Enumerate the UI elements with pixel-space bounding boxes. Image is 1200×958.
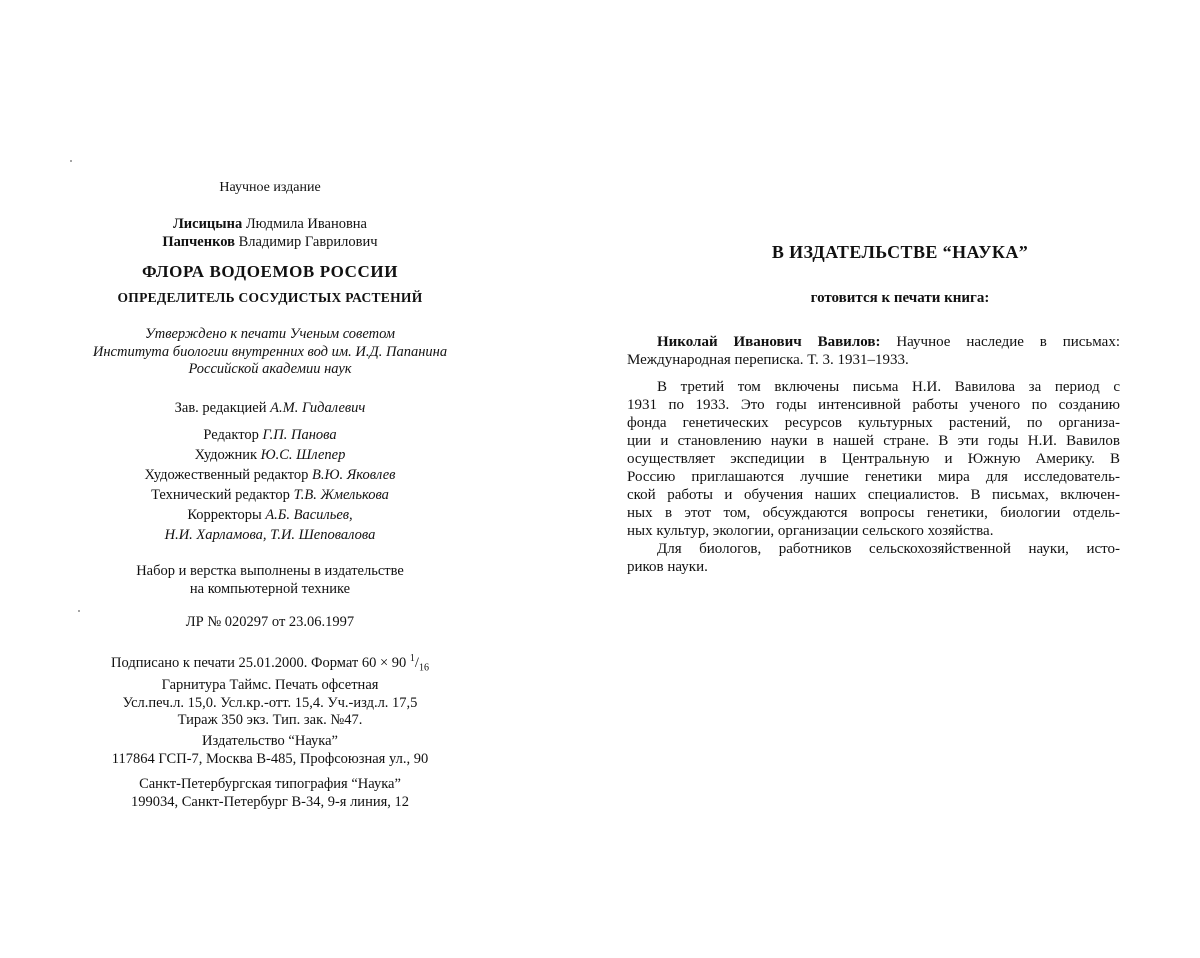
audience-line: риков науки. bbox=[627, 559, 708, 575]
role-label: Редактор bbox=[203, 427, 263, 443]
publisher-line: Издательство “Наука” bbox=[202, 733, 338, 749]
book-title-text: ФЛОРА ВОДОЕМОВ РОССИИ bbox=[141, 262, 399, 281]
description-line: ных в этот том, обсуждаются вопросы генетики, биологии отдель- bbox=[627, 505, 1120, 521]
announcement-heading-text: В ИЗДАТЕЛЬСТВЕ “НАУКА” bbox=[771, 242, 1029, 262]
edition-type-text: Научное издание bbox=[219, 180, 321, 195]
author-surname: Папченков bbox=[162, 234, 235, 250]
role-label: Корректоры bbox=[187, 507, 266, 523]
author-line bbox=[0, 233, 540, 251]
announcement-heading bbox=[600, 242, 1200, 263]
printer-line: 199034, Санкт-Петербург В-34, 9-я линия, 12 bbox=[130, 794, 410, 810]
person-name: Т.В. Жмелькова bbox=[293, 487, 389, 503]
description-line: осуществляет экспедиции в Центральную и Южную Америку. В bbox=[627, 451, 1120, 467]
staff-line bbox=[0, 525, 540, 545]
scan-speck bbox=[70, 160, 72, 162]
person-name: Г.П. Панова bbox=[262, 427, 337, 443]
announcement-body bbox=[627, 333, 1120, 576]
fraction-numerator: 1 bbox=[409, 653, 415, 664]
person-name: А.Б. Васильев, bbox=[265, 507, 353, 523]
print-details bbox=[0, 650, 540, 730]
print-line: Тираж 350 экз. Тип. зак. №47. bbox=[177, 712, 363, 729]
print-signed-text: Подписано к печати 25.01.2000. Формат 60 × 90 bbox=[111, 654, 410, 671]
author-names: Владимир Гаврилович bbox=[234, 234, 378, 250]
announcement-page bbox=[600, 0, 1200, 958]
book-title-part: Научное наследие в письмах: bbox=[880, 334, 1120, 350]
person-name: Ю.С. Шлепер bbox=[260, 447, 346, 463]
staff-line bbox=[0, 425, 540, 445]
author-surname: Лисицына bbox=[172, 216, 243, 232]
author-line bbox=[0, 215, 540, 233]
typesetting-line: на компьютерной технике bbox=[189, 581, 351, 597]
author-names: Людмила Ивановна bbox=[242, 216, 367, 232]
print-line: Гарнитура Таймс. Печать офсетная bbox=[161, 677, 379, 694]
chief-editor bbox=[0, 400, 540, 417]
edition-type bbox=[0, 180, 540, 196]
book-title-part: Международная переписка. Т. 3. 1931–1933. bbox=[627, 352, 909, 368]
role-label: Технический редактор bbox=[151, 487, 294, 503]
staff-line bbox=[0, 445, 540, 465]
staff-line bbox=[0, 485, 540, 505]
authors-block bbox=[0, 215, 540, 251]
book-subtitle bbox=[0, 290, 540, 306]
print-line: Усл.печ.л. 15,0. Усл.кр.-отт. 15,4. Уч.-изд.л. 17,5 bbox=[122, 694, 418, 711]
printer-info bbox=[0, 775, 540, 811]
approval-line: Утверждено к печати Ученым советом bbox=[144, 326, 396, 342]
staff-line bbox=[0, 505, 540, 525]
printer-line: Санкт-Петербургская типография “Наука” bbox=[139, 776, 401, 792]
approval-line: Института биологии внутренних вод им. И.Д. Папанина bbox=[92, 343, 448, 360]
chief-editor-line bbox=[0, 400, 540, 417]
license-number bbox=[0, 614, 540, 631]
scan-speck bbox=[78, 610, 80, 612]
person-name: Н.И. Харламова, Т.И. Шеповалова bbox=[164, 527, 376, 543]
description-line: фонда генетических ресурсов культурных растений, по организа- bbox=[627, 415, 1120, 431]
description-line: ных культур, экологии, организации сельского хозяйства. bbox=[627, 523, 994, 539]
publisher-line: 117864 ГСП-7, Москва В-485, Профсоюзная ул., 90 bbox=[111, 751, 429, 767]
approval-line: Российской академии наук bbox=[188, 361, 352, 377]
person-name: А.М. Гидалевич bbox=[270, 400, 366, 416]
audience-line: Для биологов, работников сельскохозяйственной науки, исто- bbox=[657, 541, 1120, 557]
description-line: ской работы и обучения наших специалистов. В письмах, включен- bbox=[627, 487, 1120, 503]
approval-note bbox=[0, 326, 540, 379]
book-author: Николай Иванович Вавилов: bbox=[657, 334, 881, 350]
license-text: ЛР № 020297 от 23.06.1997 bbox=[185, 614, 355, 630]
print-line: Подписано к печати 25.01.2000. Формат 60 × 90 $^1/_{16}$ bbox=[111, 653, 429, 674]
role-label: Художник bbox=[194, 447, 261, 463]
book-entry-line bbox=[627, 333, 1120, 351]
role-label: Зав. редакцией bbox=[174, 400, 271, 416]
description-line: ции и становлению науки в нашей стране. В эти годы Н.И. Вавилов bbox=[627, 433, 1120, 449]
staff-line bbox=[0, 465, 540, 485]
editorial-staff bbox=[0, 425, 540, 545]
colophon-page bbox=[0, 0, 540, 958]
book-title bbox=[0, 262, 540, 282]
description-line: Россию приглашаются лучшие генетики мира для исследователь- bbox=[627, 469, 1120, 485]
publisher-info bbox=[0, 732, 540, 768]
person-name: В.Ю. Яковлев bbox=[312, 467, 396, 483]
description-line: 1931 по 1933. Это годы интенсивной работы ученого по созданию bbox=[627, 397, 1120, 413]
description-line: В третий том включены письма Н.И. Вавилова за период с bbox=[657, 379, 1120, 395]
announcement-subheading bbox=[600, 290, 1200, 307]
typesetting-line: Набор и верстка выполнены в издательстве bbox=[136, 563, 404, 579]
announcement-subheading-text: готовится к печати книга: bbox=[810, 290, 990, 306]
book-subtitle-text: ОПРЕДЕЛИТЕЛЬ СОСУДИСТЫХ РАСТЕНИЙ bbox=[117, 290, 423, 305]
typesetting-note bbox=[0, 562, 540, 598]
role-label: Художественный редактор bbox=[144, 467, 313, 483]
fraction-denominator: 16 bbox=[418, 662, 429, 674]
